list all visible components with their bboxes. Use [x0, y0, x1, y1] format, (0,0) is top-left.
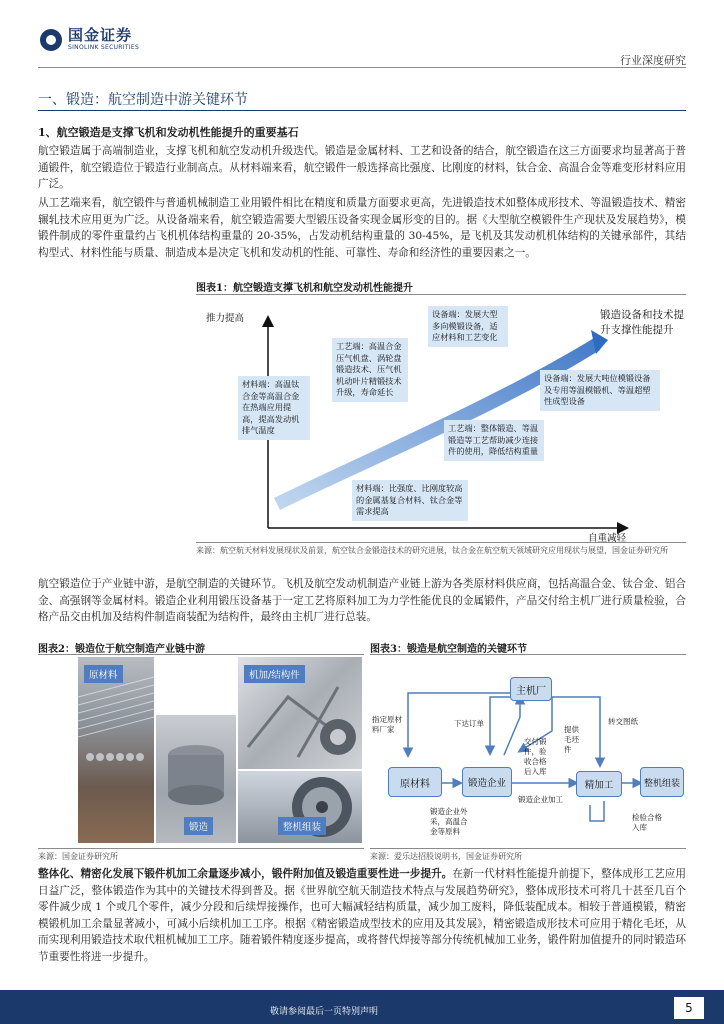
tag-assembly: 整机组装 — [278, 817, 326, 835]
label-assign: 转交图纸 — [608, 717, 638, 726]
paragraph-4-lead: 整体化、精密化发展下锻件机加工余量逐步减小，锻件附加值及锻造重要性进一步提升。 — [38, 868, 453, 880]
figure1-bottom-divider — [196, 542, 686, 543]
node-machining: 精加工 — [576, 771, 622, 797]
figure2-source: 来源：国金证券研究所 — [38, 852, 118, 861]
page-number: 5 — [674, 997, 704, 1019]
figure1-diagram — [196, 298, 696, 542]
section-divider — [38, 110, 686, 111]
figure1-box-process-1: 工艺端：高温合金压气机盘、涡轮盘锻造技术、压气机机动叶片精锻技术升级，寿命延长 — [332, 338, 408, 402]
paragraph-4-body: 在新一代材料性能提升前提下，整体成形工艺应用日益广泛，整体锻造作为其中的关键技术得到普及。据《世界航空航天制造技术特点与发展趋势研究》，整体成形技术可将几十甚至几百个零件减少成 1 个或几个零件，减少分段和后续焊接操作，也可大幅减轻结构质量，减少加工废料，降低装配成本。相较于普通模锻，精密模锻机加工余量显著减小，可减小后续机加工工序。根据《精密锻造成型技术的应用及其发展》，精密锻造成形技术可应用于精化毛坯，从而实现利用锻造技术取代粗机械加工工序。随着锻件精度逐步提高，或将替代焊接等部分传统机械加工业务，锻件附加值提升的同时锻造环节重要性将进一步提升。 — [38, 868, 686, 963]
logo-icon — [40, 29, 62, 51]
figure1-x-axis-label: 自重减轻 — [588, 533, 627, 544]
tag-raw-material: 原材料 — [84, 665, 123, 683]
figure1-box-material-2: 材料端：高温钛合金等高温合金在热端应用提高，提高发动机排气温度 — [238, 376, 310, 440]
figure1-box-equipment-1: 设备端：发展大型多向模锻设备，适应材料和工艺变化 — [428, 306, 508, 347]
header-divider — [38, 67, 686, 68]
figure3-bottom-divider — [370, 848, 686, 849]
figure3-flowchart — [370, 655, 686, 845]
figure1-box-equipment-2: 设备端：发展大吨位模锻设备及专用等温模锻机、等温超塑性成型设备 — [540, 370, 660, 411]
logo-english-name: SINOLINK SECURITIES — [68, 44, 140, 51]
report-type: 行业深度研究 — [620, 54, 686, 67]
figure1-y-axis-label: 推力提高 — [206, 313, 245, 324]
footer-notice: 敬请参阅最后一页特别声明 — [270, 1007, 379, 1017]
brand-logo — [40, 28, 139, 51]
label-deliver: 交付锻件，验收合格后入库 — [524, 737, 547, 776]
paragraph-2: 从工艺端来看，航空锻件与普通机械制造工业用锻件相比在精度和质量方面要求更高，先进锻造技术如整体成形技术、等温锻造技术、精密辗轧技术应用更为广泛。从设备端来看，航空锻造需要大型锻压设备实现金属形变的目的。据《大型航空模锻件生产现状及发展趋势》，模锻件制成的零件重量约占飞机机体结构重量的 20-35%，占发动机结构重量的 30-45%，是飞机及其发动机机体结构的关键承部件，其结构型式、材料性能与质量、制造成本是决定飞机和发动机的性能、可靠性、寿命和经济性的重要因素之一。 — [38, 197, 686, 259]
tag-machining: 机加/结构件 — [244, 665, 305, 683]
figure1-title: 图表1：航空锻造支撑飞机和航空发动机性能提升 — [196, 283, 413, 294]
figure3-source: 来源：爱乐达招股说明书，国金证券研究所 — [370, 852, 522, 861]
figure1-box-material-1: 材料端：比强度、比刚度较高的金属基复合材料、钛合金等需求提高 — [352, 480, 468, 521]
label-approve: 锻造企业外采，高温合金等原料 — [430, 807, 468, 836]
figure2-title: 图表2：锻造位于航空制造产业链中游 — [38, 644, 205, 655]
figure1-title-divider — [196, 294, 686, 295]
tag-forging: 锻造 — [184, 817, 213, 835]
paragraph-3: 航空锻造位于产业链中游，是航空制造的关键环节。飞机及航空发动机制造产业链上游为各类原材料供应商，包括高温合金、钛合金、铝合金、高强钢等金属材料。锻造企业利用锻压设备基于一定工艺将原料加工为力学性能优良的金属锻件，产品交付给主机厂进行质量检验，合格产品交由机加及结构件制造商装配为结构件，最终由主机厂进行总装。 — [38, 578, 686, 623]
figure3-title: 图表3：锻造是航空制造的关键环节 — [370, 644, 527, 655]
label-issue: 锻造企业加工 — [518, 795, 563, 804]
label-inspect: 检验合格入库 — [632, 813, 662, 832]
paragraph-4 — [38, 866, 686, 965]
subsection-title: 1、航空锻造是支撑飞机和发动机性能提升的重要基石 — [38, 126, 299, 139]
figure1-box-process-2: 工艺端：整体锻造、等温锻造等工艺帮助减少连接件的使用，降低结构重量 — [444, 420, 544, 461]
label-order: 下达订单 — [454, 719, 484, 728]
figure1-source: 来源：航空航天材料发展现状及前景，航空钛合金锻造技术的研究进展，钛合金在航空航天领域研究应用现状与展望，国金证券研究所 — [196, 546, 668, 555]
raw-material-photo — [78, 657, 154, 843]
figure2-photo-collage — [38, 655, 364, 845]
figure2-bottom-divider — [38, 848, 364, 849]
node-raw-material: 原材料 — [388, 767, 442, 797]
section-title: 一、锻造：航空制造中游关键环节 — [38, 92, 248, 108]
figure1-right-label: 锻造设备和技术提升支撑性能提升 — [600, 309, 684, 336]
label-designate: 指定原材料厂家 — [372, 715, 402, 734]
node-oem: 主机厂 — [510, 677, 552, 701]
logo-chinese-name: 国金证券 — [68, 26, 133, 44]
node-forging-company: 锻造企业 — [462, 767, 512, 797]
node-assembly: 整机组装 — [640, 767, 684, 797]
paragraph-1: 航空锻造属于高端制造业，支撑飞机和航空发动机升级迭代。锻造是金属材料、工艺和设备的结合，航空锻造在这三方面要求均显著高于普通锻件，航空锻造位于锻造行业制高点。从材料端来看，航空锻件一般选择高比强度、比刚度的材料，钛合金、高温合金等难变形材料应用广泛。 — [38, 145, 686, 190]
label-outsource: 提供毛坯件 — [564, 725, 579, 754]
